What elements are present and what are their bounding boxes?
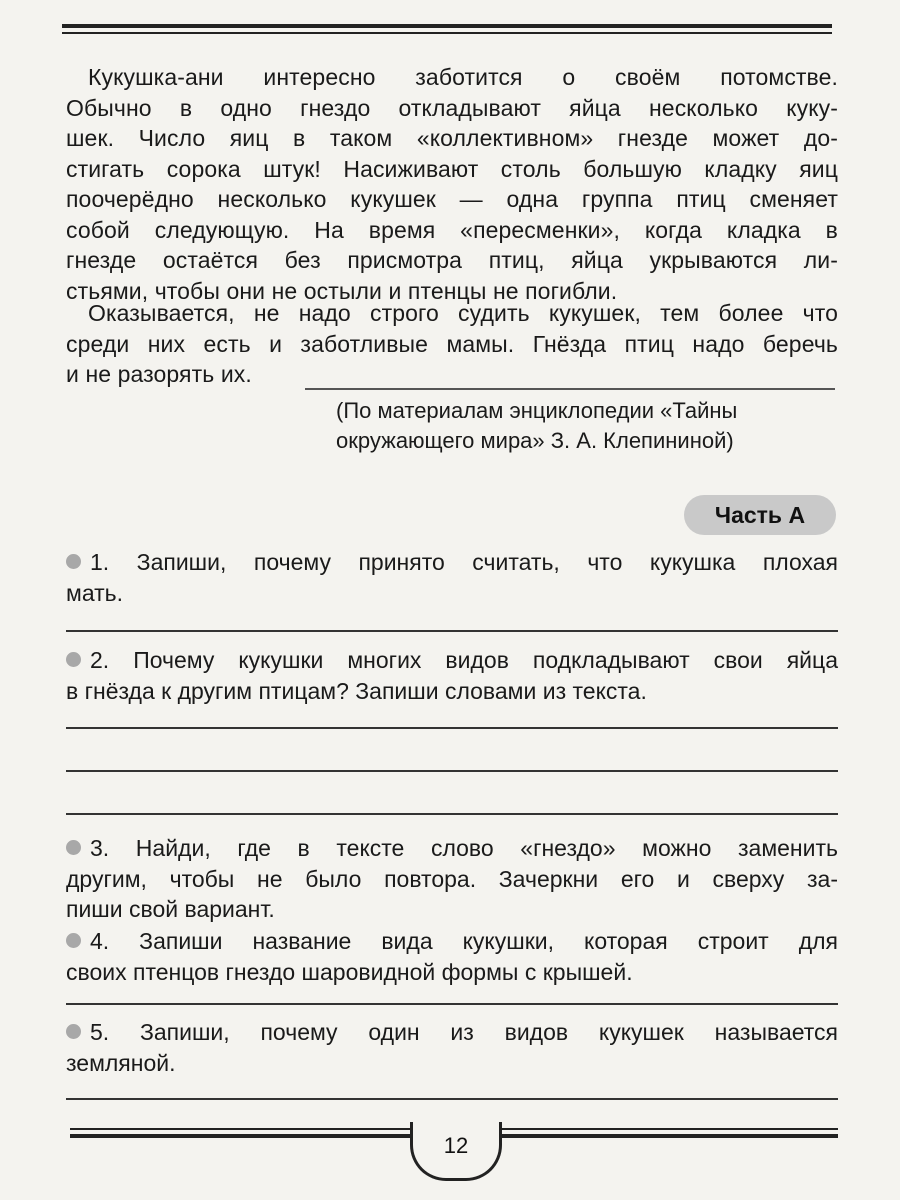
answer-line[interactable] (66, 1003, 838, 1005)
paragraph-1 (66, 62, 838, 306)
question-line: 3. Найди, где в тексте слово «гнездо» можно заменить (90, 835, 838, 861)
question-line: 5. Запиши, почему один из видов кукушек называется (90, 1019, 838, 1045)
text-line: Обычно в одно гнездо откладывают яйца несколько куку- (66, 94, 838, 121)
question-5 (66, 1017, 838, 1078)
paragraph-2 (66, 298, 838, 390)
bullet-icon (66, 1024, 81, 1039)
answer-line[interactable] (66, 1098, 838, 1100)
text-line: собой следующую. На время «пересменки», когда кладка в (66, 216, 838, 243)
question-line: пиши свой вариант. (66, 896, 275, 922)
bullet-icon (66, 933, 81, 948)
text-line: шек. Число яиц в таком «коллективном» гнезде может до- (66, 125, 838, 151)
question-line: в гнёзда к другим птицам? Запиши словами из текста. (66, 677, 647, 704)
question-line: 1. Запиши, почему принято считать, что кукушка плохая (90, 549, 838, 575)
answer-line[interactable] (66, 770, 838, 772)
text-line: и не разорять их. (66, 361, 252, 387)
top-rule (62, 24, 832, 34)
question-4 (66, 926, 838, 987)
question-line: своих птенцов гнездо шаровидной формы с крышей. (66, 958, 633, 985)
question-2 (66, 645, 838, 706)
bullet-icon (66, 554, 81, 569)
question-3 (66, 833, 838, 925)
text-line: среди них есть и заботливые мамы. Гнёзда птиц надо беречь (66, 330, 838, 357)
question-line: 4. Запиши название вида кукушки, которая строит для (90, 928, 838, 954)
source-line: (По материалам энциклопедии «Тайны (336, 398, 738, 423)
text-line: поочерёдно несколько кукушек — одна группа птиц сменяет (66, 186, 838, 212)
text-line: стигать сорока штук! Насиживают столь большую кладку яиц (66, 155, 838, 182)
part-badge: Часть А (684, 495, 836, 535)
source-line: окружающего мира» З. А. Клепининой) (336, 428, 734, 453)
bullet-icon (66, 652, 81, 667)
question-line: другим, чтобы не было повтора. Зачеркни его и сверху за- (66, 865, 838, 892)
question-1 (66, 547, 838, 608)
answer-line[interactable] (66, 813, 838, 815)
source-citation (336, 396, 737, 456)
text-line: Оказывается, не надо строго судить кукушек, тем более что (88, 300, 838, 326)
text-line: стьями, чтобы они не остыли и птенцы не погибли. (66, 277, 618, 304)
answer-line[interactable] (66, 630, 838, 632)
text-line: Кукушка-ани интересно заботится о своём потомстве. (88, 64, 838, 90)
source-divider (305, 388, 835, 390)
question-line: земляной. (66, 1049, 176, 1076)
answer-line[interactable] (66, 727, 838, 729)
question-line: 2. Почему кукушки многих видов подкладывают свои яйца (90, 647, 838, 673)
text-line: гнезде остаётся без присмотра птиц, яйца укрываются ли- (66, 247, 838, 273)
page-number: 12 (410, 1122, 502, 1181)
bullet-icon (66, 840, 81, 855)
question-line: мать. (66, 579, 124, 606)
